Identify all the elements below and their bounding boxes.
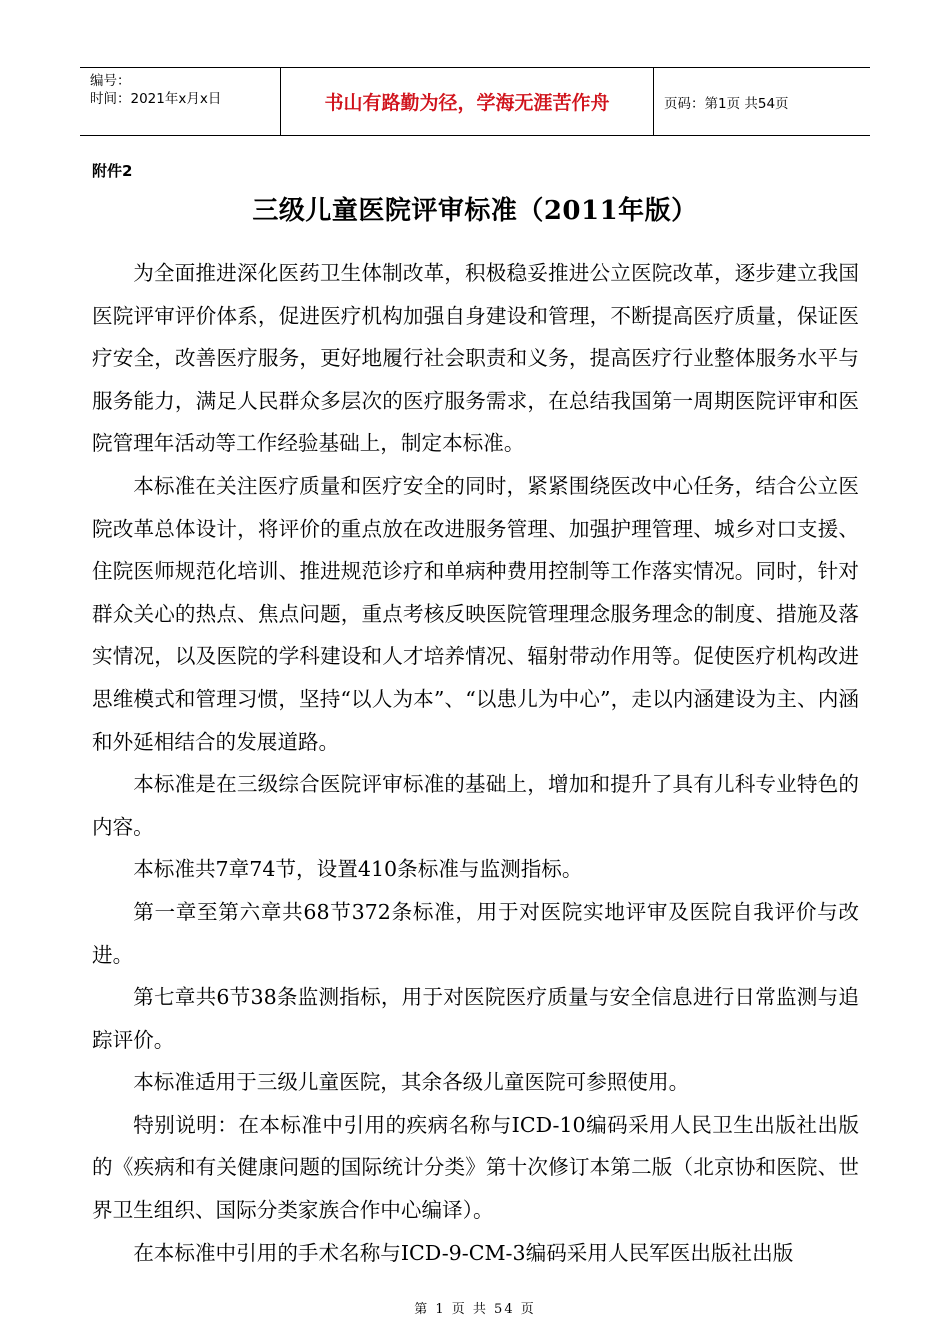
document-body	[92, 252, 859, 1274]
header-number-label: 编号：	[90, 73, 131, 89]
paragraph: 第七章共6节38条监测指标，用于对医院医疗质量与安全信息进行日常监测与追踪评价。	[92, 985, 859, 1052]
header-time-label: 时间：2021年x月x日	[90, 91, 222, 107]
header-page-info: 页码：第1页 共54页	[664, 95, 789, 112]
document-header	[80, 67, 870, 136]
page-footer: 第 1 页 共 54 页	[414, 1302, 536, 1317]
paragraph: 在本标准中引用的手术名称与ICD-9-CM-3编码采用人民军医出版社出版	[133, 1240, 794, 1265]
document-title: 三级儿童医院评审标准（2011年版）	[252, 196, 698, 226]
attachment-label: 附件2	[92, 162, 133, 180]
paragraph: 特别说明：在本标准中引用的疾病名称与ICD-10编码采用人民卫生出版社出版的《疾病和有关健康问题的国际统计分类》第十次修订本第二版（北京协和医院、世界卫生组织、国际分类家族合作中心编译）。	[92, 1112, 859, 1223]
paragraph: 本标准是在三级综合医院评审标准的基础上，增加和提升了具有儿科专业特色的内容。	[92, 772, 859, 839]
header-meta	[80, 68, 280, 135]
paragraph: 为全面推进深化医药卫生体制改革，积极稳妥推进公立医院改革，逐步建立我国医院评审评价体系，促进医疗机构加强自身建设和管理，不断提高医疗质量，保证医疗安全，改善医疗服务，更好地履行社会职责和义务，提高医疗行业整体服务水平与服务能力，满足人民群众多层次的医疗服务需求，在总结我国第一周期医院评审和医院管理年活动等工作经验基础上，制定本标准。	[92, 261, 859, 456]
paragraph: 本标准适用于三级儿童医院，其余各级儿童医院可参照使用。	[133, 1070, 690, 1095]
paragraph: 本标准在关注医疗质量和医疗安全的同时，紧紧围绕医改中心任务，结合公立医院改革总体设计，将评价的重点放在改进服务管理、加强护理管理、城乡对口支援、住院医师规范化培训、推进规范诊疗和单病种费用控制等工作落实情况。同时，针对群众关心的热点、焦点问题，重点考核反映医院管理理念服务理念的制度、措施及落实情况，以及医院的学科建设和人才培养情况、辐射带动作用等。促使医疗机构改进思维模式和管理习惯，坚持“以人为本”、“以患儿为中心”，走以内涵建设为主、内涵和外延相结合的发展道路。	[92, 473, 859, 754]
paragraph: 本标准共7章74节，设置410条标准与监测指标。	[133, 857, 583, 882]
paragraph: 第一章至第六章共68节372条标准，用于对医院实地评审及医院自我评价与改进。	[92, 899, 859, 967]
header-motto: 书山有路勤为径，学海无涯苦作舟	[280, 68, 654, 135]
